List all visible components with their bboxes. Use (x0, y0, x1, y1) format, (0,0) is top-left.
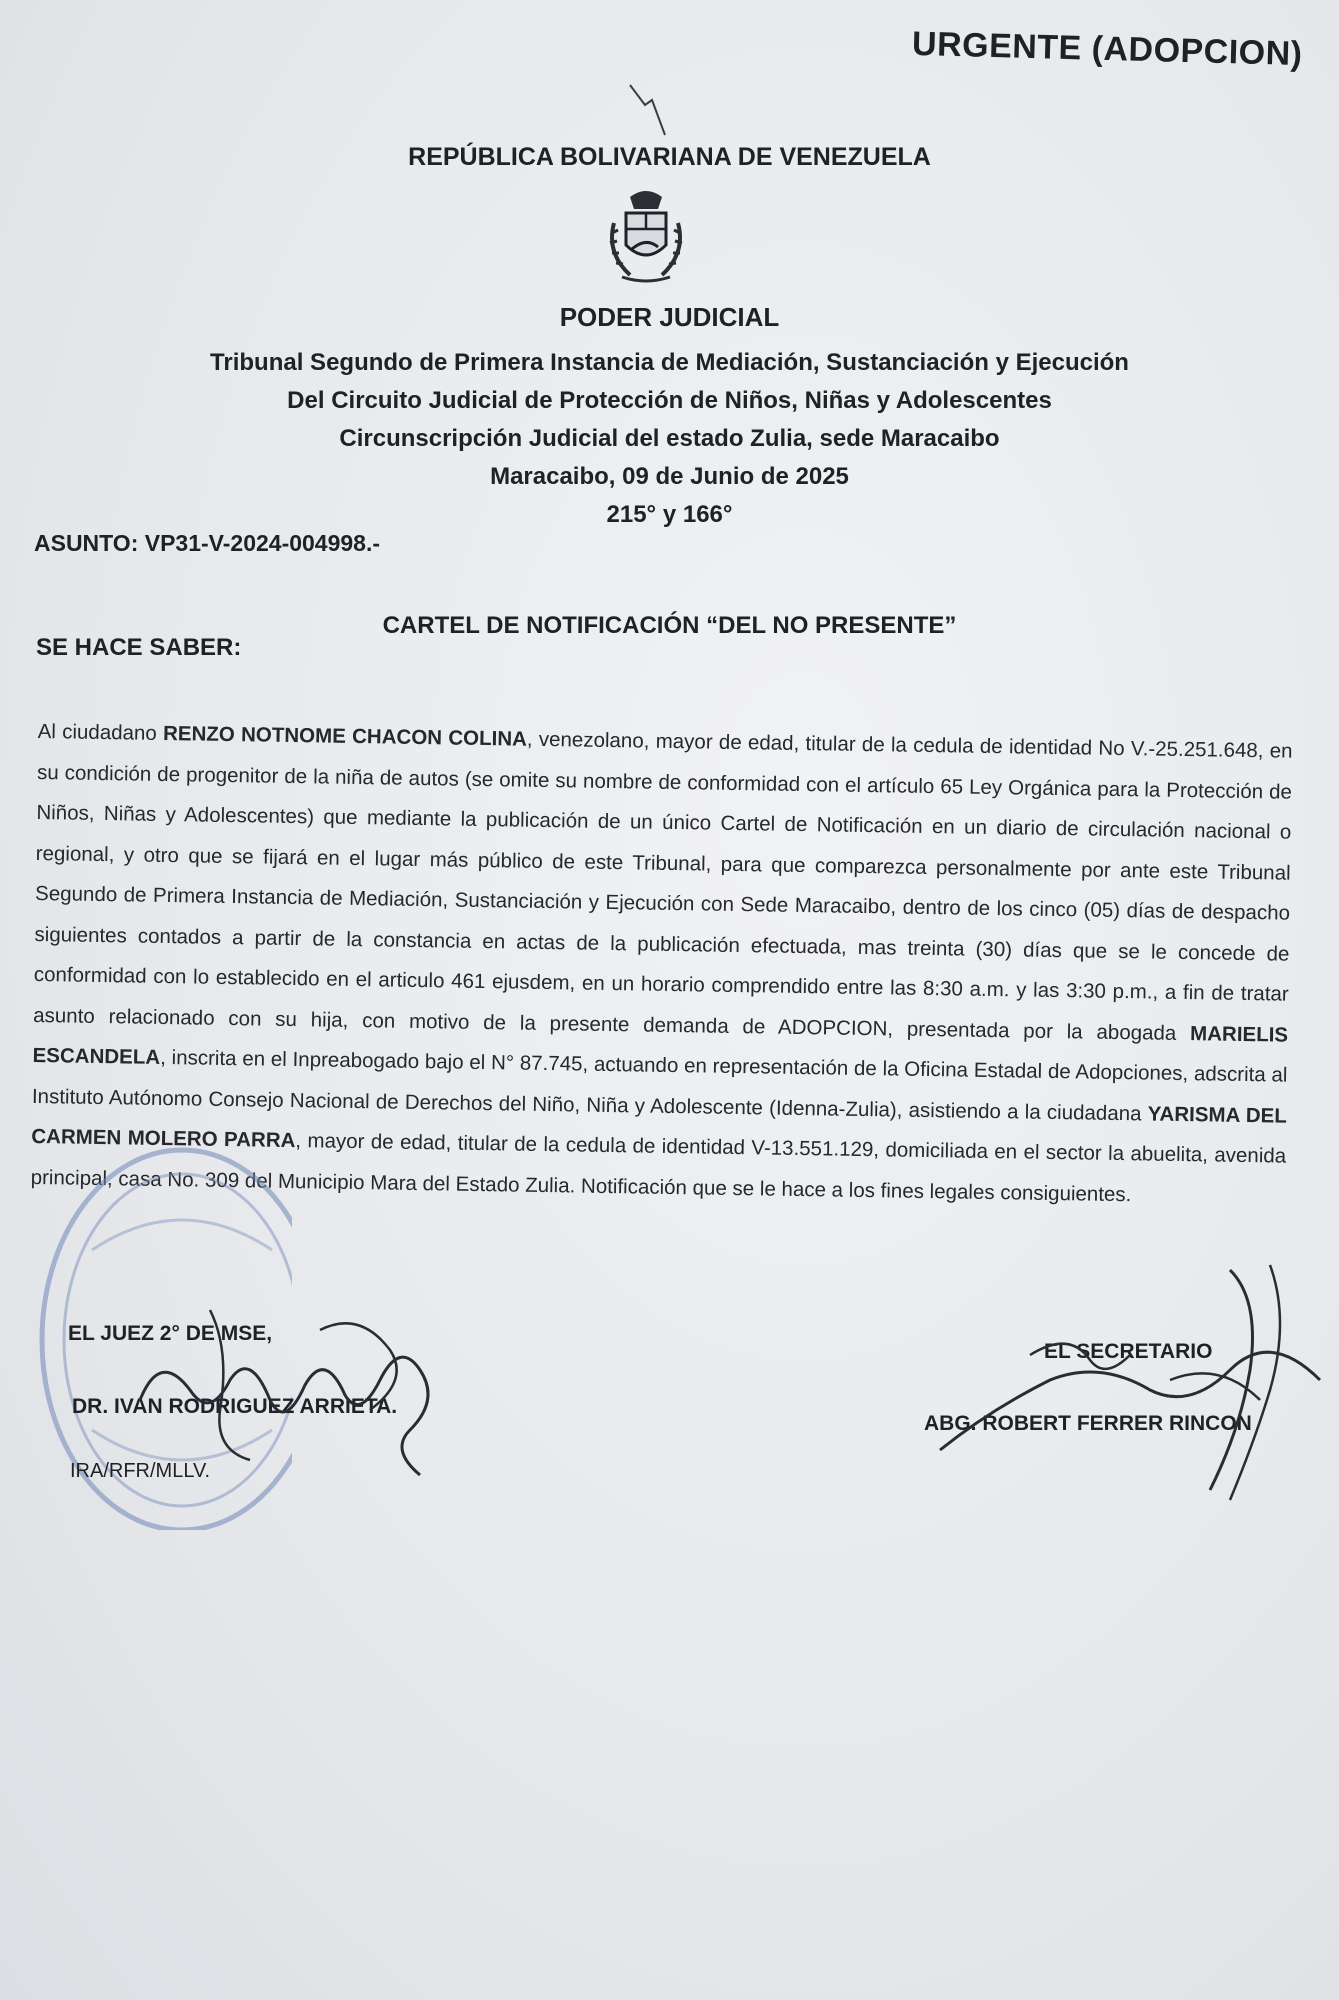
years-line: 215° y 166° (606, 501, 733, 528)
body-text-2: , venezolano, mayor de edad, titular de la cedula de identidad No V.-25.251.648, en su condición de progenitor de la niña de autos (se omite su nombre de conformidad con el artículo 65 Ley Orgánica para la Protección de Niños, Niñas y Adolescentes) que mediante la publicación de un único Cartel de Notificación en un diario de circulación nacional o regional, y otro que se fijará en el lugar más público de este Tribunal, para que comparezca personalmente por ante este Tribunal Segundo de Primera Instancia de Mediación, Sustanciación y Ejecución con Sede Maracaibo, dentro de los cinco (05) días de despacho siguientes contados a partir de la constancia en actas de la publicación efectuada, mas treinta (30) días que se le concede de conformidad con lo establecido en el articulo 461 ejusdem, en un horario comprendido entre las 8:30 a.m. y las 3:30 p.m., a fin de tratar asunto relacionado con su hija, con motivo de la presente demanda de ADOPCION, presentada por la abogada (33, 727, 1293, 1045)
date-line: Maracaibo, 09 de Junio de 2025 (490, 463, 849, 490)
secretary-signature-icon (930, 1260, 1330, 1510)
secretary-name: ABG. ROBERT FERRER RINCON (924, 1412, 1252, 1435)
tribunal-line: Circunscripción Judicial del estado Zulia, sede Maracaibo (339, 425, 1000, 452)
coat-of-arms-icon (600, 183, 692, 288)
body-text-4: , mayor de edad, titular de la cedula de identidad V-13.551.129, domiciliada en el sector la abuelita, avenida principal, casa No. 309 del Municipio Mara del Estado Zulia. Notificación que se le hace a los fines legales consiguientes. (30, 1129, 1287, 1206)
poder-judicial-heading: PODER JUDICIAL (559, 302, 780, 332)
case-number: ASUNTO: VP31-V-2024-004998.- (34, 530, 381, 556)
attorney-name: MARIELIS ESCANDELA (32, 1021, 1289, 1069)
notice-title: CARTEL DE NOTIFICACIÓN “DEL NO PRESENTE” (382, 612, 957, 639)
se-hace-saber-label: SE HACE SABER: (36, 634, 242, 661)
petitioner-name: YARISMA DEL CARMEN MOLERO PARRA (31, 1101, 1288, 1153)
tribunal-line: Del Circuito Judicial de Protección de Niños, Niñas y Adolescentes (287, 387, 1052, 414)
judge-name: DR. IVAN RODRIGUEZ ARRIETA. (72, 1395, 398, 1418)
document-initials: IRA/RFR/MLLV. (70, 1460, 211, 1482)
tribunal-line: Tribunal Segundo de Primera Instancia de Mediación, Sustanciación y Ejecución (210, 349, 1129, 376)
notified-person-name: RENZO NOTNOME CHACON COLINA (162, 721, 528, 751)
body-text-3: , inscrita en el Inpreabogado bajo el N° 87.745, actuando en representación de la Oficina Estadal de Adopciones, adscrita al Instituto Autónomo Consejo Nacional de Derechos del Niño, Niña y Adolescente (Idenna-Zulia), asistiendo a la ciudadana (31, 1045, 1288, 1125)
secretary-title: EL SECRETARIO (1044, 1340, 1213, 1363)
urgent-label: URGENTE (ADOPCION) (912, 24, 1304, 74)
judge-signature-icon (120, 1290, 450, 1490)
republic-heading: REPÚBLICA BOLIVARIANA DE VENEZUELA (408, 143, 931, 171)
tribunal-header-block (0, 344, 1339, 534)
paper-crease-mark (620, 80, 680, 150)
body-text-1: Al ciudadano (37, 719, 164, 745)
judge-title: EL JUEZ 2° DE MSE, (68, 1322, 273, 1345)
